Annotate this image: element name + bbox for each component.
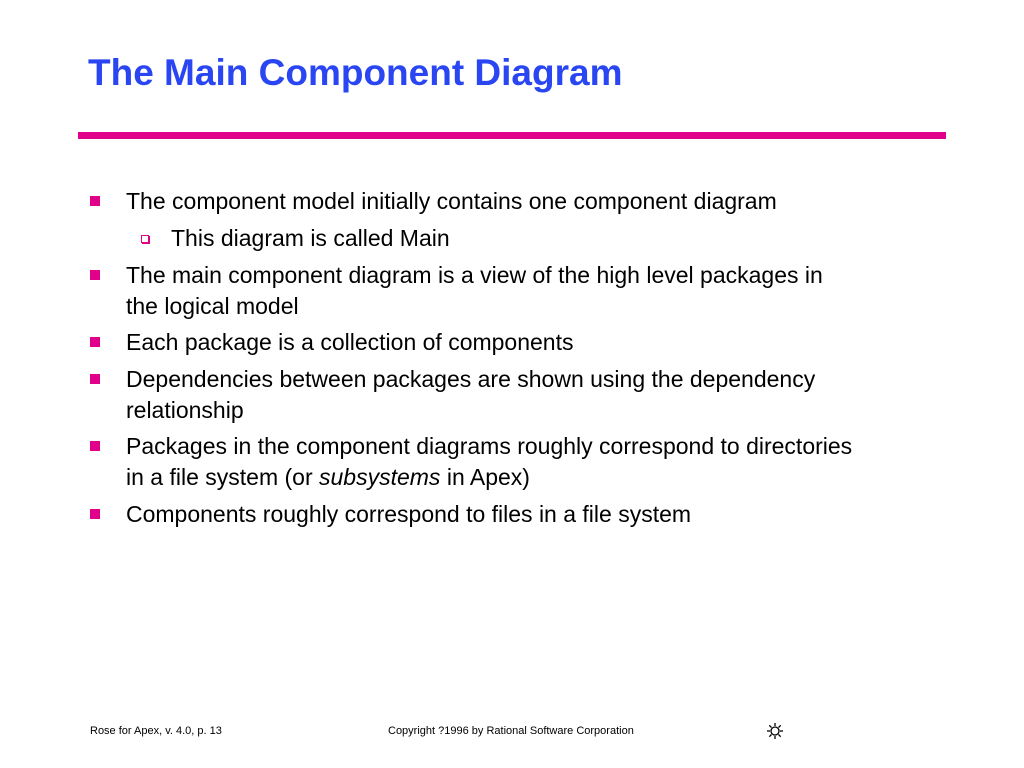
rational-logo-icon	[766, 722, 784, 740]
bullet-text-line	[126, 462, 852, 493]
sub-bullet-text: This diagram is called Main	[171, 225, 450, 251]
text-run: in a file system (or	[126, 464, 319, 490]
bullet-square-icon	[90, 509, 100, 519]
bullet-text-line: Dependencies between packages are shown using the dependency	[126, 366, 816, 392]
bullet-square-icon	[90, 270, 100, 280]
text-run: in Apex)	[440, 464, 530, 490]
bullet-item	[126, 260, 823, 322]
bullet-square-icon	[90, 374, 100, 384]
italic-term: subsystems	[319, 464, 441, 490]
sub-bullet-item	[171, 223, 450, 254]
bullet-text: Components roughly correspond to files in a file system	[126, 501, 692, 527]
bullet-text-line: The main component diagram is a view of the high level packages in	[126, 262, 823, 288]
bullet-square-icon	[90, 196, 100, 206]
bullet-item	[126, 431, 852, 493]
bullet-text: The component model initially contains one component diagram	[126, 188, 777, 214]
sub-bullet-square-icon	[141, 235, 149, 243]
bullet-square-icon	[90, 337, 100, 347]
bullet-item	[126, 364, 815, 426]
bullet-square-icon	[90, 441, 100, 451]
bullet-text-line: Packages in the component diagrams roughly correspond to directories	[126, 433, 853, 459]
footer-copyright: Copyright ?1996 by Rational Software Corporation	[388, 725, 634, 737]
bullet-text-line: relationship	[126, 397, 244, 423]
slide-title: The Main Component Diagram	[88, 52, 623, 93]
bullet-item	[126, 499, 691, 530]
bullet-item	[126, 186, 777, 217]
bullet-text-line: the logical model	[126, 293, 299, 319]
bullet-text: Each package is a collection of components	[126, 329, 574, 355]
footer-page-info: Rose for Apex, v. 4.0, p. 13	[90, 725, 222, 737]
bullet-item	[126, 327, 574, 358]
title-divider	[78, 132, 946, 139]
